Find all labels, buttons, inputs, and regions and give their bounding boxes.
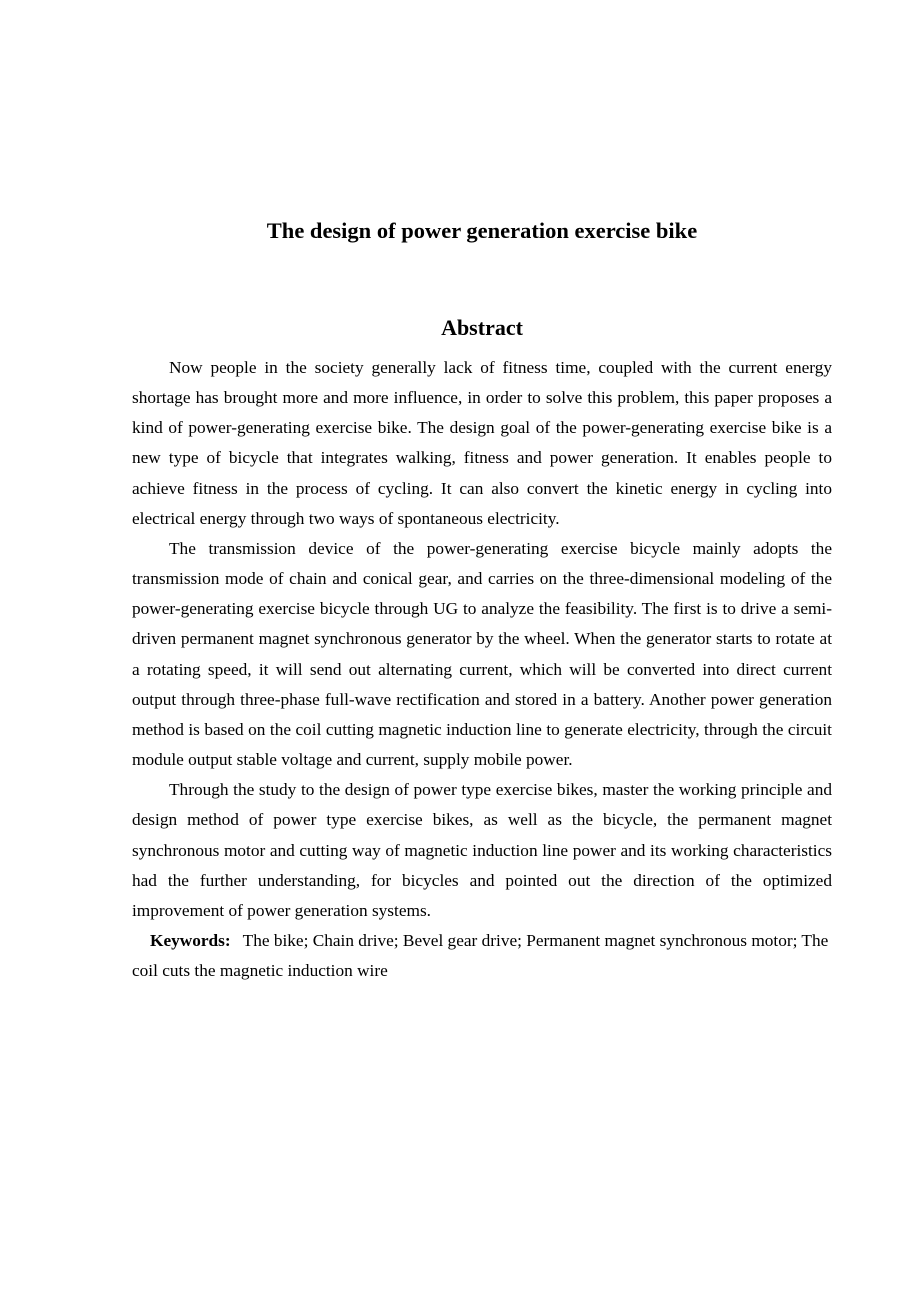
abstract-body: [132, 353, 832, 986]
abstract-paragraph-3: Through the study to the design of power type exercise bikes, master the working principle and design method of power type exercise bikes, as well as the bicycle, the permanent magnet synchronous motor and cutting way of magnetic induction line power and its working characteristics had the further understanding, for bicycles and pointed out the direction of the optimized improvement of power generation systems.: [132, 780, 832, 920]
keywords-text: The bike; Chain drive; Bevel gear drive; Permanent magnet synchronous motor; The coil cuts the magnetic induction wire: [132, 930, 829, 981]
abstract-paragraph-1: Now people in the society generally lack of fitness time, coupled with the current energy shortage has brought more and more influence, in order to solve this problem, this paper proposes a kind of power-generating exercise bike. The design goal of the power-generating exercise bike is a new type of bicycle that integrates walking, fitness and power generation. It enables people to achieve fitness in the process of cycling. It can also convert the kinetic energy in cycling into electrical energy through two ways of spontaneous electricity.: [132, 358, 832, 528]
keywords-label: Keywords:: [150, 930, 231, 950]
abstract-paragraph-2: The transmission device of the power-generating exercise bicycle mainly adopts the transmission mode of chain and conical gear, and carries on the three-dimensional modeling of the power-generating exercise bicycle through UG to analyze the feasibility. The first is to drive a semi-driven permanent magnet synchronous generator by the wheel. When the generator starts to rotate at a rotating speed, it will send out alternating current, which will be converted into direct current output through three-phase full-wave rectification and stored in a battery. Another power generation method is based on the coil cutting magnetic induction line to generate electricity, through the circuit module output stable voltage and current, supply mobile power.: [132, 538, 832, 770]
abstract-heading: Abstract: [441, 315, 523, 340]
paper-title: The design of power generation exercise bike: [266, 218, 698, 243]
keywords-line: [132, 926, 832, 986]
